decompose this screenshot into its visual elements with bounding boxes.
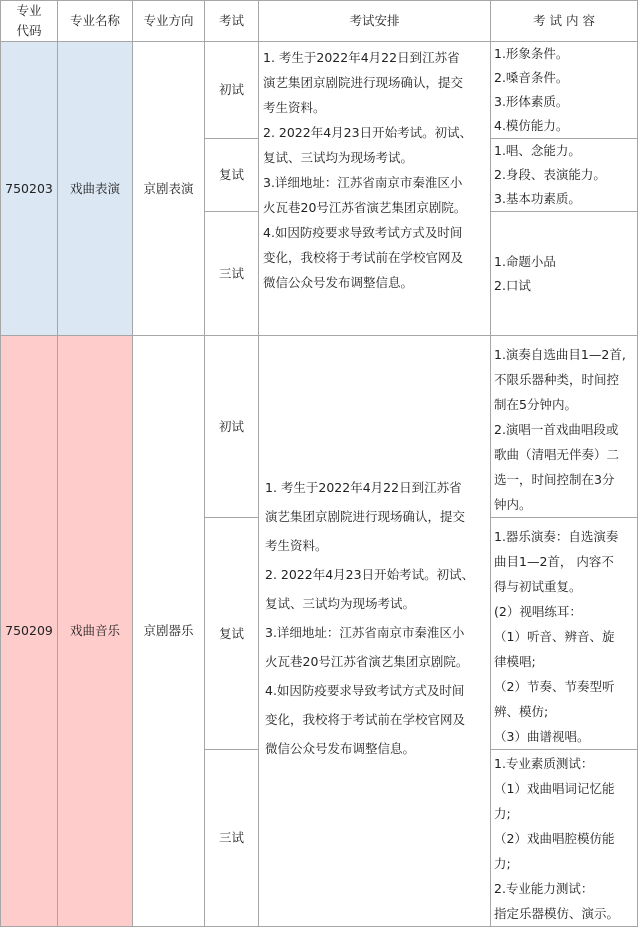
content-line: 1.唱、念能力。 xyxy=(494,143,581,158)
round-label: 复试 xyxy=(205,139,259,212)
major-direction: 京剧表演 xyxy=(133,42,205,336)
header-code: 专业 代码 xyxy=(1,1,58,42)
header-content: 考 试 内 容 xyxy=(491,1,638,42)
exam-content xyxy=(491,518,638,750)
content-line: 歌曲（清唱无伴奏）二 xyxy=(494,447,620,462)
round-label: 三试 xyxy=(205,750,259,927)
major-code: 750203 xyxy=(1,42,58,336)
round-label: 初试 xyxy=(205,336,259,518)
arrangement-line: 4.如因防疫要求导致考试方式及时间 xyxy=(265,683,465,698)
arrangement-line: 考生资料。 xyxy=(265,538,328,553)
content-line: 辨、模仿; xyxy=(494,704,549,719)
major-direction: 京剧器乐 xyxy=(133,336,205,927)
content-line: （2）节奏、节奏型听 xyxy=(494,679,615,694)
header-arrangement: 考试安排 xyxy=(259,1,491,42)
header-name: 专业名称 xyxy=(58,1,133,42)
arrangement-line: 火瓦巷20号江苏省演艺集团京剧院。 xyxy=(265,654,469,669)
content-line: 3.形体素质。 xyxy=(494,94,569,109)
content-line: 钟内。 xyxy=(494,497,532,512)
arrangement-line: 1. 考生于2022年4月22日到江苏省 xyxy=(263,50,460,65)
arrangement-line: 2. 2022年4月23日开始考试。初试、 xyxy=(265,567,475,582)
arrangement-line: 变化，我校将于考试前在学校官网及 xyxy=(265,712,466,727)
arrangement-line: 复试、三试均为现场考试。 xyxy=(263,150,414,165)
arrangement-line: 3.详细地址：江苏省南京市秦淮区小 xyxy=(265,625,465,640)
exam-content xyxy=(491,212,638,336)
content-line: 4.模仿能力。 xyxy=(494,118,569,133)
arrangement-line: 考生资料。 xyxy=(263,100,326,115)
arrangement-line: 3.详细地址：江苏省南京市秦淮区小 xyxy=(263,175,463,190)
content-line: 2.专业能力测试： xyxy=(494,881,594,896)
header-direction: 专业方向 xyxy=(133,1,205,42)
major-name: 戏曲音乐 xyxy=(58,336,133,927)
content-line: 1.形象条件。 xyxy=(494,46,569,61)
content-line: 力; xyxy=(494,806,511,821)
arrangement-line: 2. 2022年4月23日开始考试。初试、 xyxy=(263,125,473,140)
content-line: (2）视唱练耳： xyxy=(494,604,582,619)
content-line: 3.基本功素质。 xyxy=(494,191,581,206)
content-line: 选一，时间控制在3分 xyxy=(494,472,615,487)
header-row xyxy=(1,1,638,42)
header-exam: 考试 xyxy=(205,1,259,42)
content-line: 1.专业素质测试： xyxy=(494,756,594,771)
round-label: 复试 xyxy=(205,518,259,750)
table-row xyxy=(1,42,638,139)
table-row xyxy=(1,336,638,518)
exam-content xyxy=(491,750,638,927)
round-label: 初试 xyxy=(205,42,259,139)
exam-arrangement xyxy=(259,336,491,927)
content-line: （3）曲谱视唱。 xyxy=(494,729,590,744)
arrangement-line: 演艺集团京剧院进行现场确认，提交 xyxy=(265,509,466,524)
arrangement-line: 4.如因防疫要求导致考试方式及时间 xyxy=(263,225,463,240)
content-line: 1.演奏自选曲目1—2首, xyxy=(494,347,626,362)
content-line: 1.命题小品 xyxy=(494,253,556,269)
major-name: 戏曲表演 xyxy=(58,42,133,336)
exam-content xyxy=(491,139,638,212)
content-line: 指定乐器模仿、演示。 xyxy=(494,906,620,921)
exam-content xyxy=(491,336,638,518)
arrangement-line: 复试、三试均为现场考试。 xyxy=(265,596,416,611)
content-line: 2.口试 xyxy=(494,277,531,293)
round-label: 三试 xyxy=(205,212,259,336)
content-line: 制在5分钟内。 xyxy=(494,397,577,412)
content-line: 力; xyxy=(494,856,511,871)
arrangement-line: 微信公众号发布调整信息。 xyxy=(265,741,416,756)
content-line: 2.嗓音条件。 xyxy=(494,70,569,85)
content-line: 律模唱; xyxy=(494,654,536,669)
content-line: （1）听音、辨音、旋 xyxy=(494,629,615,644)
content-line: 2.身段、表演能力。 xyxy=(494,167,606,182)
arrangement-line: 微信公众号发布调整信息。 xyxy=(263,275,414,290)
content-line: 不限乐器种类，时间控 xyxy=(494,372,620,387)
arrangement-line: 变化，我校将于考试前在学校官网及 xyxy=(263,250,464,265)
arrangement-line: 火瓦巷20号江苏省演艺集团京剧院。 xyxy=(263,200,467,215)
content-line: 1.器乐演奏：自选演奏 xyxy=(494,529,619,544)
content-line: 得与初试重复。 xyxy=(494,579,582,594)
major-code: 750209 xyxy=(1,336,58,927)
content-line: 2.演唱一首戏曲唱段或 xyxy=(494,422,619,437)
content-line: 曲目1—2首， 内容不 xyxy=(494,554,614,569)
arrangement-line: 演艺集团京剧院进行现场确认，提交 xyxy=(263,75,464,90)
content-line: （2）戏曲唱腔模仿能 xyxy=(494,831,615,846)
exam-content xyxy=(491,42,638,139)
content-line: （1）戏曲唱词记忆能 xyxy=(494,781,615,796)
exam-arrangement xyxy=(259,42,491,336)
arrangement-line: 1. 考生于2022年4月22日到江苏省 xyxy=(265,480,462,495)
